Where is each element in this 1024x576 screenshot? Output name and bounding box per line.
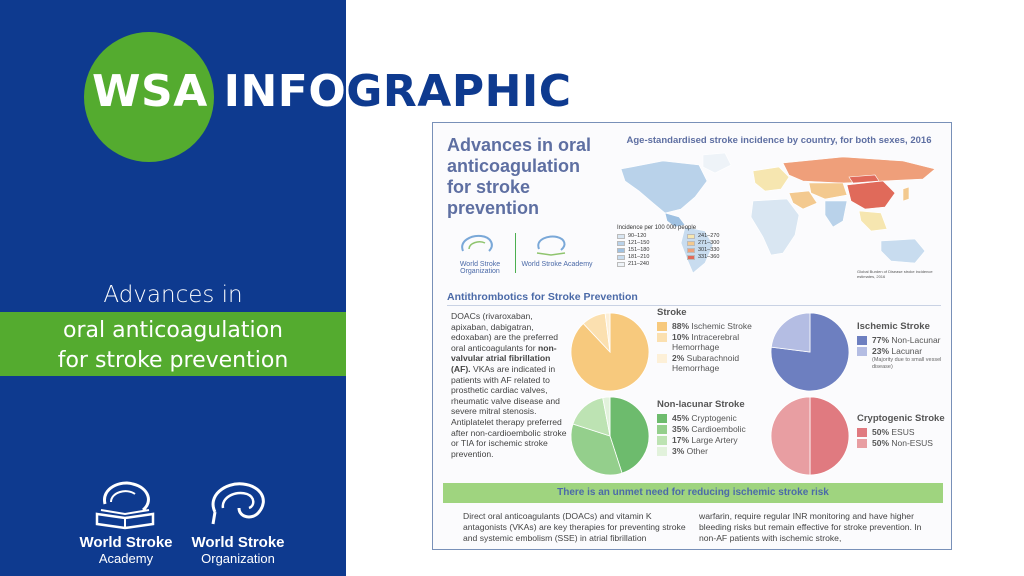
- legend-label: 331–360: [698, 254, 720, 260]
- infographic-logos: [447, 233, 597, 281]
- legend-label: 151–180: [628, 247, 650, 253]
- legend-item: [617, 240, 687, 246]
- map-southeast-asia: [859, 211, 887, 231]
- pie-legend-swatch: [657, 414, 667, 423]
- legend-label: 241–270: [698, 233, 720, 239]
- pie-cryptogenic: [769, 395, 851, 477]
- legend-swatch: [687, 248, 695, 253]
- pie-legend-swatch: [657, 425, 667, 434]
- pie-legend-value: 10%: [672, 332, 690, 342]
- pie-stroke-legend: [657, 321, 767, 374]
- pie-legend-value: 3%: [672, 446, 685, 456]
- section-divider: [447, 305, 941, 306]
- title-part-wsa: WSA: [92, 66, 208, 117]
- legend-item: [687, 247, 757, 253]
- pie-legend-row: [657, 321, 767, 331]
- map-greenland: [703, 153, 731, 173]
- pie-legend-value: 50%: [872, 438, 890, 448]
- organization-logo-sub: Organization: [201, 551, 275, 566]
- legend-item: [617, 247, 687, 253]
- infographic-title: Advances in oral anticoagulation for stroke prevention: [447, 135, 592, 218]
- pie-legend-value: 35%: [672, 424, 690, 434]
- pie-legend-label: 50% Non-ESUS: [872, 438, 933, 448]
- pie-slice-esus: [810, 397, 849, 475]
- pie-legend-label: 17% Large Artery: [672, 435, 738, 445]
- pie-slice-lacunar: [771, 313, 810, 352]
- section-title: Antithrombotics for Stroke Prevention: [447, 291, 638, 303]
- map-india: [825, 201, 847, 227]
- legend-swatch: [687, 234, 695, 239]
- pie-legend-swatch: [857, 428, 867, 437]
- legend-swatch: [687, 255, 695, 260]
- pie-legend-value: 23%: [872, 346, 890, 356]
- map-australia: [881, 239, 925, 263]
- pie-legend-swatch: [657, 333, 667, 342]
- pie-legend-swatch: [657, 322, 667, 331]
- pie-legend-value: 77%: [872, 335, 890, 345]
- legend-title: Incidence per 100 000 people: [617, 225, 697, 231]
- pie-legend-label: 2% Subarachnoid Hemorrhage: [672, 353, 740, 373]
- organization-logo-name: World Stroke: [191, 534, 285, 551]
- footer-text-right: warfarin, require regular INR monitoring and have higher bleeding risks but remain effective for stroke prevention. In non-AF patients with ischemic stroke,: [699, 511, 922, 543]
- pie-legend-row: [857, 438, 949, 448]
- pie-legend-row: [657, 353, 767, 373]
- pie-legend-value: 2%: [672, 353, 685, 363]
- logo-divider: [515, 233, 516, 273]
- legend-grid: [617, 233, 767, 267]
- pie-legend-label: 35% Cardioembolic: [672, 424, 746, 434]
- pie-legend-row: [657, 446, 767, 456]
- pie-legend-row: [657, 435, 767, 445]
- antithrombotics-body: [451, 311, 569, 459]
- footer-text-left: Direct oral anticoagulants (DOACs) and vitamin K antagonists (VKAs) are key therapies for preventing stroke and systemic embolism (SSE) in atrial fibrillation: [463, 511, 686, 543]
- body-text-2: VKAs are indicated in patients with AF related to prosthetic cardiac valves, rheumatic valve disease and severe mitral stenosis. Antiplatelet therapy preferred after non-cardioembolic stroke or TIA for ischemic stroke prevention.: [451, 363, 567, 459]
- pie-legend-row: [857, 346, 949, 356]
- pie-legend-value: 50%: [872, 427, 890, 437]
- legend-item: [687, 240, 757, 246]
- subtitle-line-2: oral anticoagulation: [63, 318, 283, 343]
- legend-item: [617, 261, 687, 267]
- pie-legend-swatch: [657, 447, 667, 456]
- pie-stroke: [569, 311, 651, 393]
- pie-legend-swatch: [857, 439, 867, 448]
- map-china: [847, 181, 895, 209]
- pie-legend-swatch: [657, 436, 667, 445]
- academy-logo-sub: Academy: [98, 551, 154, 566]
- pie-legend-swatch: [857, 347, 867, 356]
- pie-legend-label: 50% ESUS: [872, 427, 915, 437]
- legend-item: [617, 233, 687, 239]
- pie-cryptogenic-title: Cryptogenic Stroke: [857, 413, 945, 424]
- map-north-america: [621, 161, 707, 213]
- pie-ischemic-title: Ischemic Stroke: [857, 321, 930, 332]
- legend-item: [617, 254, 687, 260]
- legend-label: 301–330: [698, 247, 720, 253]
- pie-cryptogenic-legend: [857, 427, 949, 449]
- unmet-need-banner: There is an unmet need for reducing ischemic stroke risk: [443, 483, 943, 503]
- map-source-note: Global Burden of Disease stroke incidence estimates, 2016: [857, 269, 933, 279]
- pie-legend-row: [657, 413, 767, 423]
- pie-legend-row: [657, 332, 767, 352]
- legend-label: 90–120: [628, 233, 647, 239]
- title-part-info: INFO: [223, 66, 347, 117]
- legend-swatch: [617, 248, 625, 253]
- pie-legend-row: [857, 427, 949, 437]
- pie-legend-value: 17%: [672, 435, 690, 445]
- pie-legend-label: 45% Cryptogenic: [672, 413, 737, 423]
- legend-swatch: [617, 241, 625, 246]
- legend-swatch: [617, 255, 625, 260]
- map-legend: [617, 225, 767, 267]
- pie-slice-non-esus: [771, 397, 810, 475]
- pie-ischemic-legend: [857, 335, 949, 371]
- body-text-1: DOACs (rivaroxaban, apixaban, dabigatran, edoxaban) are the preferred oral anticoagulants for: [451, 311, 559, 353]
- pie-legend-swatch: [857, 336, 867, 345]
- page-title: [92, 66, 572, 117]
- pie-legend-value: 88%: [672, 321, 690, 331]
- legend-swatch: [687, 241, 695, 246]
- title-part-graphic: GRAPHIC: [346, 66, 572, 117]
- academy-logo-name: World Stroke: [79, 534, 173, 551]
- world-stroke-organization-logo: [178, 478, 298, 566]
- legend-label: 211–240: [628, 261, 650, 267]
- pie-legend-label: 3% Other: [672, 446, 708, 456]
- map-europe: [753, 167, 789, 191]
- wsa-mini-icon: [531, 233, 571, 259]
- legend-item: [687, 254, 757, 260]
- legend-item: [687, 233, 757, 239]
- pie-legend-swatch: [657, 354, 667, 363]
- map-japan: [903, 187, 909, 201]
- body-text-bold: non-valvular atrial fibrillation (AF).: [451, 342, 557, 374]
- infographic-card: [432, 122, 952, 550]
- pie-legend-row: [857, 335, 949, 345]
- pie-legend-label: 88% Ischemic Stroke: [672, 321, 752, 331]
- pie-nonlacunar-title: Non-lacunar Stroke: [657, 399, 745, 410]
- map-central-asia: [809, 183, 847, 199]
- subtitle-line-1: Advances in: [103, 282, 243, 308]
- wsa-mini-label: World Stroke Academy: [521, 261, 593, 268]
- pie-stroke-title: Stroke: [657, 307, 687, 318]
- subtitle-line-3: for stroke prevention: [57, 348, 289, 373]
- pie-ischemic: [769, 311, 851, 393]
- book-brain-icon: [91, 478, 161, 530]
- legend-label: 121–150: [628, 240, 650, 246]
- legend-swatch: [617, 262, 625, 267]
- wso-mini-icon: [457, 233, 497, 259]
- world-stroke-academy-logo: [66, 478, 186, 566]
- legend-label: 181–210: [628, 254, 650, 260]
- pie-legend-label: 10% Intracerebral Hemorrhage: [672, 332, 740, 352]
- pie-legend-note: (Majority due to small vessel disease): [872, 357, 942, 370]
- legend-label: 271–300: [698, 240, 720, 246]
- wso-mini-label: World Stroke Organization: [459, 261, 501, 275]
- pie-legend-label: 23% Lacunar: [872, 346, 923, 356]
- pie-legend-value: 45%: [672, 413, 690, 423]
- pie-legend-label: 77% Non-Lacunar: [872, 335, 941, 345]
- legend-swatch: [617, 234, 625, 239]
- brain-swirl-icon: [203, 478, 273, 530]
- pie-legend-row: [657, 424, 767, 434]
- map-title: Age-standardised stroke incidence by country, for both sexes, 2016: [626, 135, 932, 146]
- pie-nonlacunar-legend: [657, 413, 767, 457]
- pie-nonlacunar: [569, 395, 651, 477]
